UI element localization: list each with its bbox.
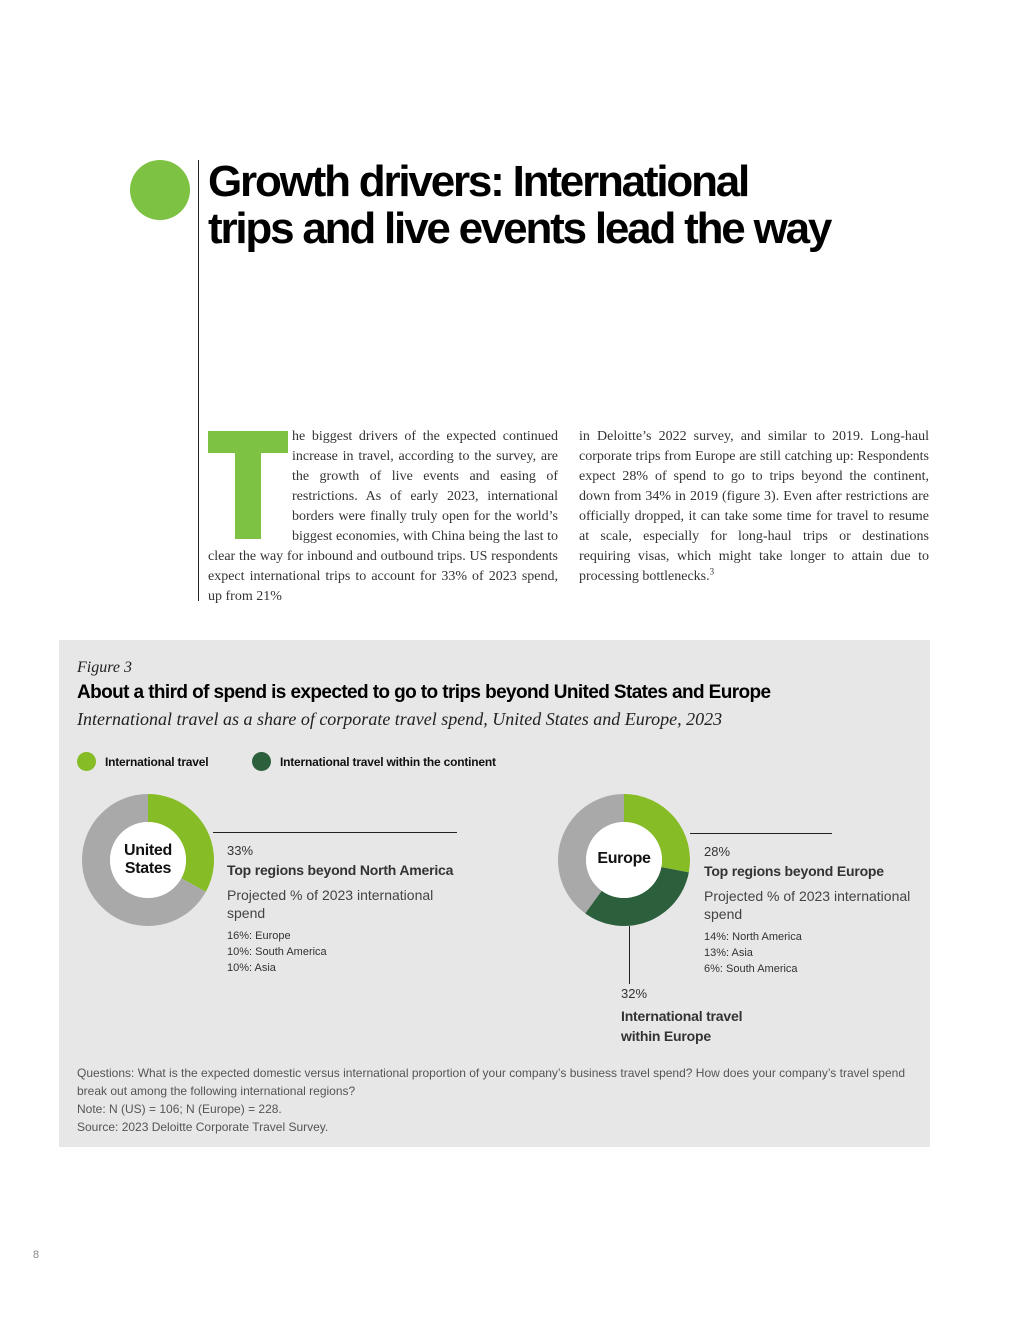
us-regions-list bbox=[227, 928, 327, 976]
figure-questions: Questions: What is the expected domestic versus international proportion of your company’s business travel spend? How does your company’s travel spend break out among the following international regions? bbox=[77, 1066, 905, 1098]
europe-region-item: 13%: Asia bbox=[704, 947, 753, 959]
callout-line-within-europe bbox=[629, 926, 630, 984]
europe-heading: Top regions beyond Europe bbox=[704, 863, 884, 879]
legend-label-within-continent: International travel within the continent bbox=[280, 754, 496, 769]
title-line-1: Growth drivers: International bbox=[208, 157, 749, 206]
figure-note: Note: N (US) = 106; N (Europe) = 228. bbox=[77, 1102, 282, 1116]
callout-line-us bbox=[213, 832, 457, 833]
page-number: 8 bbox=[33, 1249, 40, 1261]
footnote-ref[interactable]: 3 bbox=[709, 566, 715, 577]
section-marker-dot bbox=[130, 160, 190, 220]
body-column-1 bbox=[208, 427, 558, 607]
us-region-item: 10%: Asia bbox=[227, 962, 276, 974]
within-europe-pct: 32% bbox=[621, 986, 648, 1001]
section-vertical-rule bbox=[198, 160, 199, 601]
within-europe-label: International travel within Europe bbox=[621, 1008, 743, 1044]
us-region-item: 16%: Europe bbox=[227, 930, 291, 942]
figure-notes bbox=[77, 1064, 922, 1136]
us-region-item: 10%: South America bbox=[227, 946, 327, 958]
title-line-2: trips and live events lead the way bbox=[208, 204, 831, 253]
legend-dot-international bbox=[77, 752, 96, 771]
body-column-2-text: in Deloitte’s 2022 survey, and similar to 2019. Long-haul corporate trips from Europe are still catching up: Respondents expect 28% of spend to go to trips beyond the continent, down from 34% in 2019 (figure 3). Even after restrictions are officially dropped, it can take some time for travel to resume at scale, especially for long-haul trips or destinations requiring visas, which might take longer to attain due to processing bottlenecks. bbox=[579, 429, 929, 584]
europe-pct: 28% bbox=[704, 844, 731, 859]
figure-title: About a third of spend is expected to go to trips beyond United States and Europe bbox=[77, 682, 771, 703]
drop-cap bbox=[208, 431, 288, 539]
page-title bbox=[208, 158, 928, 252]
figure-3 bbox=[59, 640, 930, 1147]
us-pct: 33% bbox=[227, 843, 254, 858]
donut-center-label-us: United States bbox=[124, 842, 172, 877]
us-subheading: Projected % of 2023 international spend bbox=[227, 887, 434, 921]
body-column-1-text: he biggest drivers of the expected continued increase in travel, according to the survey, are the growth of live events and easing of restrictions. As of early 2023, international borders were finally truly open for the world’s biggest economies, with China being the last to clear the way for inbound and outbound trips. US respondents expect international trips to account for 33% of 2023 spend, up from 21% bbox=[208, 429, 558, 604]
legend-label-international: International travel bbox=[105, 754, 209, 769]
europe-region-item: 14%: North America bbox=[704, 931, 802, 943]
europe-region-item: 6%: South America bbox=[704, 963, 798, 975]
europe-subheading: Projected % of 2023 international spend bbox=[704, 888, 911, 922]
figure-label: Figure 3 bbox=[77, 659, 132, 676]
us-heading: Top regions beyond North America bbox=[227, 862, 454, 878]
body-column-2 bbox=[579, 427, 929, 587]
legend-international bbox=[77, 752, 208, 771]
europe-regions-list bbox=[704, 929, 802, 977]
donut-center-label-europe: Europe bbox=[597, 850, 651, 867]
legend-dot-within-continent bbox=[252, 752, 271, 771]
legend-within-continent bbox=[252, 752, 496, 771]
figure-subtitle: International travel as a share of corporate travel spend, United States and Europe, 2023 bbox=[77, 709, 723, 729]
figure-source: Source: 2023 Deloitte Corporate Travel Survey. bbox=[77, 1120, 329, 1134]
callout-line-europe bbox=[690, 833, 832, 834]
